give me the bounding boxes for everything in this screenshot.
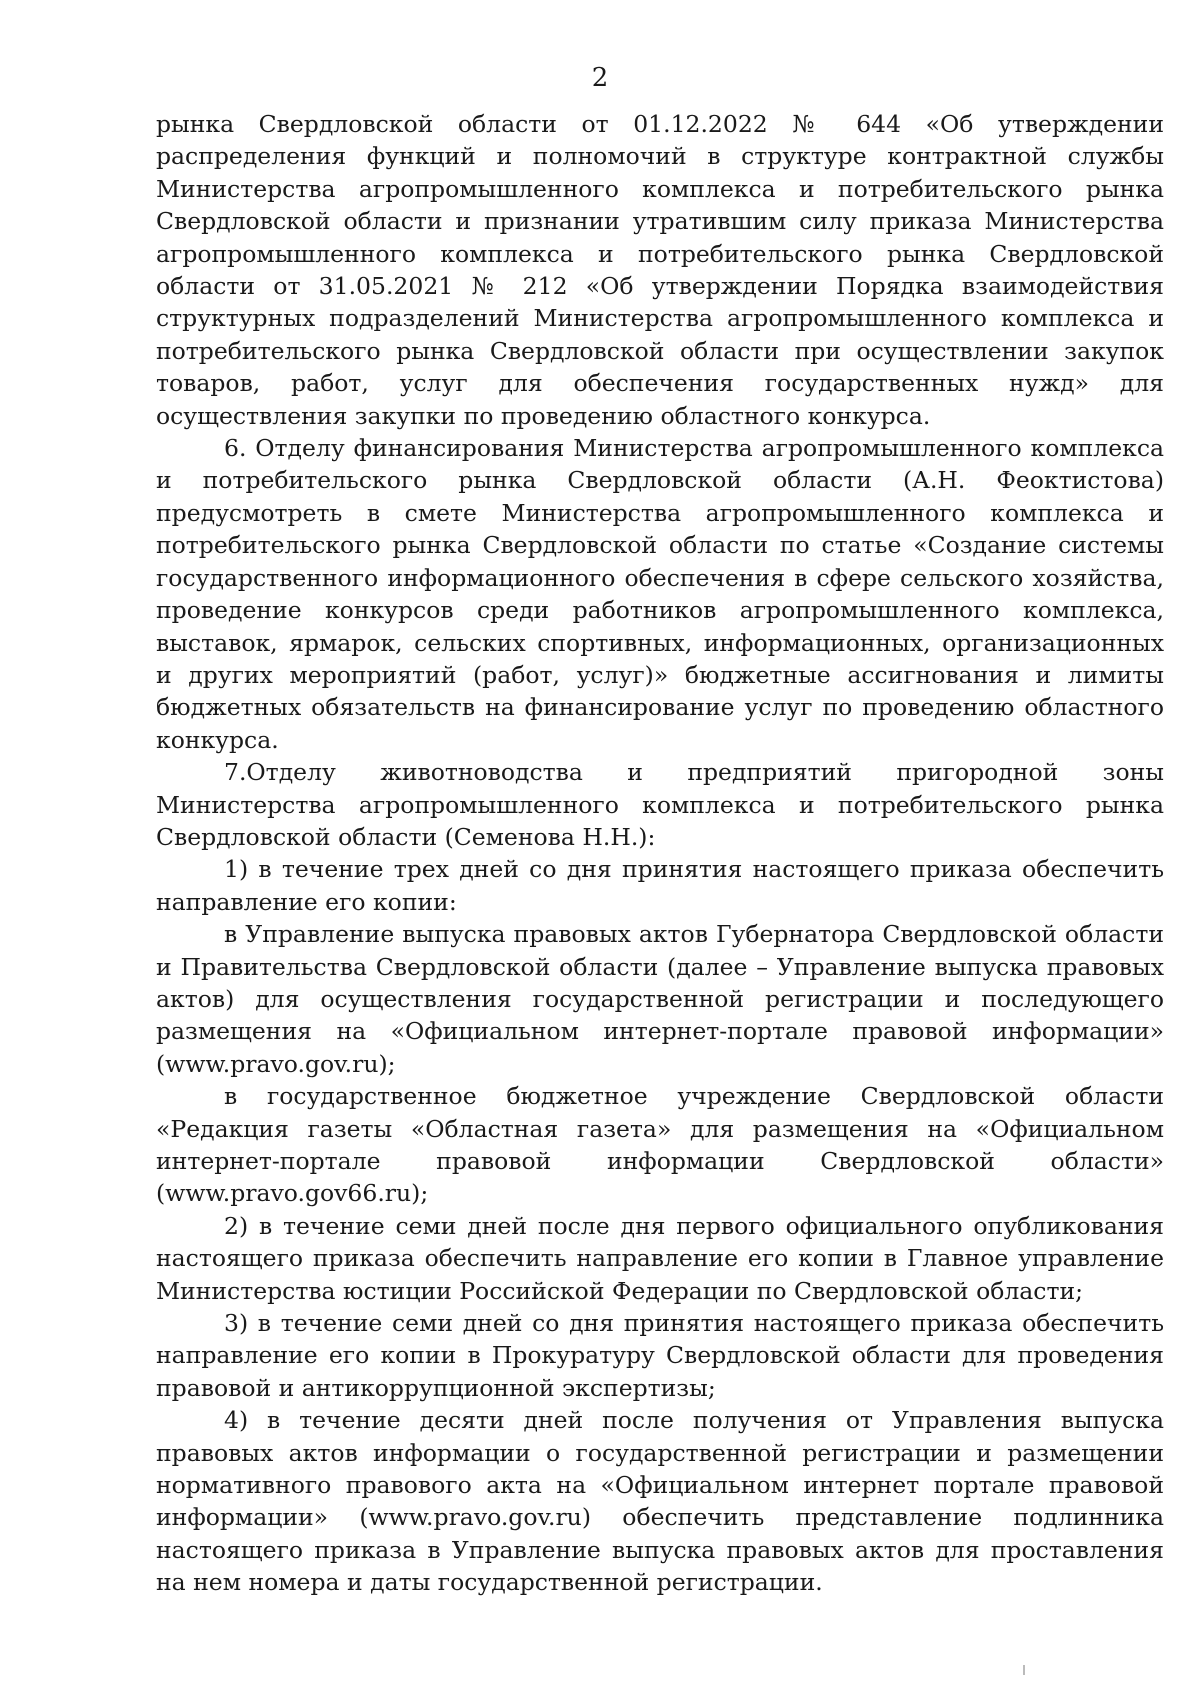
paragraph-item-7: 7.Отделу животноводства и предприятий пригородной зоны Министерства агропромышленного комплекса и потребительского рынка Свердловской области (Семенова Н.Н.): (156, 758, 1164, 851)
paragraph-item-7-2: 2) в течение семи дней после дня первого официального опубликования настоящего приказа обеспечить направление его копии в Главное управление Министерства юстиции Российской Федерации по Свердловской области; (156, 1211, 1164, 1305)
paragraph-item-6: 6. Отделу финансирования Министерства агропромышленного комплекса и потребительского рынка Свердловской области (А.Н. Феоктистова) предусмотреть в смете Министерства агропромышленного комплекса и потребительского рынка Свердловской области по статье «Создание системы государственного информационного обеспечения в сфере сельского хозяйства, проведение конкурсов среди работников агропромышленного комплекса, выставок, ярмарок, сельских спортивных, информационных, организационных и других мероприятий (работ, услуг)» бюджетные ассигнования и лимиты бюджетных обязательств на финансирование услуг по проведению областного конкурса. (156, 434, 1164, 754)
page-number: 2 (591, 63, 609, 93)
document-body (156, 108, 1164, 1599)
paragraph-continuation: рынка Свердловской области от 01.12.2022 № 644 «Об утверждении распределения функций и полномочий в структуре контрактной службы Министерства агропромышленного комплекса и потребительского рынка Свердловской области и признании утратившим силу приказа Министерства агропромышленного комплекса и потребительского рынка Свердловской области от 31.05.2021 № 212 «Об утверждении Порядка взаимодействия структурных подразделений Министерства агропромышленного комплекса и потребительского рынка Свердловской области при осуществлении закупок товаров, работ, услуг для обеспечения государственных нужд» для осуществления закупки по проведению областного конкурса. (156, 110, 1164, 430)
paragraph-item-7-1: 1) в течение трех дней со дня принятия настоящего приказа обеспечить направление его копии: (156, 855, 1164, 916)
paragraph-item-7-1-b: в государственное бюджетное учреждение Свердловской области «Редакция газеты «Областная газета» для размещения на «Официальном интернет-портале правовой информации Свердловской области» (www.pravo.gov66.ru); (156, 1082, 1164, 1208)
paragraph-item-7-1-a: в Управление выпуска правовых актов Губернатора Свердловской области и Правительства Свердловской области (далее – Управление выпуска правовых актов) для осуществления государственной регистрации и последующего размещения на «Официальном интернет-портале правовой информации» (www.pravo.gov.ru); (156, 920, 1164, 1078)
paragraph-item-7-4: 4) в течение десяти дней после получения от Управления выпуска правовых актов информации о государственной регистрации и размещении нормативного правового акта на «Официальном интернет портале правовой информации» (www.pravo.gov.ru) обеспечить представление подлинника настоящего приказа в Управление выпуска правовых актов для проставления на нем номера и даты государственной регистрации. (156, 1406, 1164, 1597)
scan-artifact-mark (1023, 1665, 1025, 1675)
paragraph-item-7-3: 3) в течение семи дней со дня принятия настоящего приказа обеспечить направление его копии в Прокуратуру Свердловской области для проведения правовой и антикоррупционной экспертизы; (156, 1309, 1164, 1402)
